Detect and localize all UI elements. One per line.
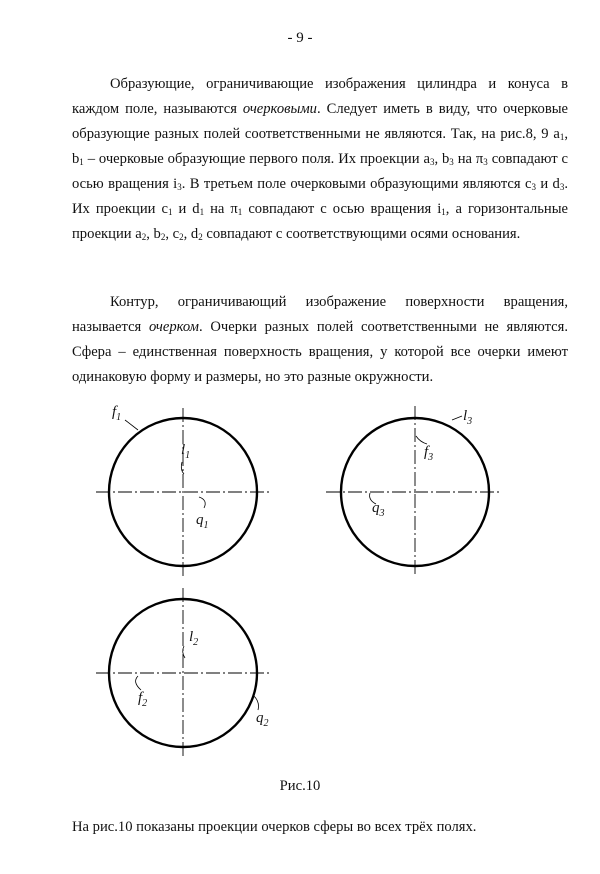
text-run: , c — [165, 226, 180, 242]
subscript-index: 3 — [531, 182, 536, 192]
subscript-index: 2 — [160, 232, 166, 242]
text-run: и d — [172, 201, 200, 217]
paragraph-ocherk — [72, 290, 568, 390]
leader-f1 — [125, 420, 138, 430]
leader-q1 — [199, 497, 205, 508]
text-run: – очерковые образующие первого поля. Их проекции a — [83, 151, 430, 167]
subscript-index: 3 — [429, 157, 435, 167]
text-run: . В третьем поле очерковыми образующими являются c — [181, 176, 532, 192]
subscript-index: 1 — [237, 207, 243, 217]
subscript-index: 1 — [559, 132, 565, 142]
leader-l3 — [452, 416, 462, 420]
label-f1: $f_1$ — [112, 404, 122, 423]
subscript-index: 3 — [177, 182, 182, 192]
projection-field-3 — [326, 406, 502, 576]
projection-field-2 — [96, 588, 270, 758]
label-l3: $l_3$ — [463, 408, 473, 427]
text-run: , b — [146, 226, 161, 242]
text-run: Образующие, ограничивающие изображения цилиндра и конуса в каждом поле, называются — [72, 76, 568, 117]
text-run: , а горизонтальные проекции a — [72, 201, 568, 242]
subscript-index: 1 — [441, 207, 446, 217]
paragraph-ocherkovye — [72, 72, 568, 247]
text-run: совпадают с осью вращения i — [242, 201, 442, 217]
projection-field-1 — [96, 404, 270, 576]
figure-caption: Рис.10 — [279, 778, 321, 794]
subscript-index: 3 — [449, 157, 454, 167]
text-run: на π — [453, 151, 484, 167]
label-f2: $f_2$ — [138, 690, 148, 709]
subscript-index: 3 — [483, 157, 488, 167]
leader-f2 — [136, 676, 141, 690]
sphere-projections-figure — [0, 390, 600, 770]
label-q1: $q_1$ — [196, 512, 209, 531]
label-q3: $q_3$ — [372, 500, 385, 519]
text-run: , d — [183, 226, 199, 242]
page-number: - 9 - — [287, 30, 313, 46]
text-run: , b — [434, 151, 450, 167]
text-run: Контур, ограничивающий изображение поверхности вращения, называется — [72, 294, 568, 335]
subscript-index: 1 — [167, 207, 173, 217]
subscript-index: 2 — [198, 232, 203, 242]
label-l1: $l_1$ — [181, 442, 191, 461]
text-run: . Их проекции c — [72, 176, 568, 217]
subscript-index: 1 — [199, 207, 205, 217]
text-run: совпадают с соответствующими осями основания. — [202, 226, 521, 242]
subscript-index: 2 — [141, 232, 147, 242]
term-italic: очерком — [149, 319, 199, 335]
leader-f3 — [416, 436, 427, 444]
subscript-index: 2 — [179, 232, 184, 242]
label-f3: $f_3$ — [424, 444, 434, 463]
text-run: , b — [72, 126, 568, 167]
text-run: . Очерки разных полей соответственными не являются. Сфера – единственная поверхность вращения, у которой все очерки имеют одинаковую форму и размеры, но это разные окружности. — [72, 319, 569, 385]
leader-q2 — [254, 696, 259, 710]
label-q2: $q_2$ — [256, 710, 269, 729]
paragraph-figure-note: На рис.10 показаны проекции очерков сферы во всех трёх полях. — [72, 819, 477, 835]
term-italic: очерковыми — [242, 101, 317, 117]
text-run: на π — [204, 201, 238, 217]
text-run: и d — [535, 176, 560, 192]
text-run: . Следует иметь в виду, что очерковые образующие разных полей соответственными не являются. Так, на рис.8, 9 a — [72, 101, 568, 142]
label-l2: $l_2$ — [189, 629, 199, 648]
text-run: совпадают с осью вращения i — [72, 151, 569, 192]
subscript-index: 1 — [79, 157, 84, 167]
subscript-index: 3 — [559, 182, 565, 192]
